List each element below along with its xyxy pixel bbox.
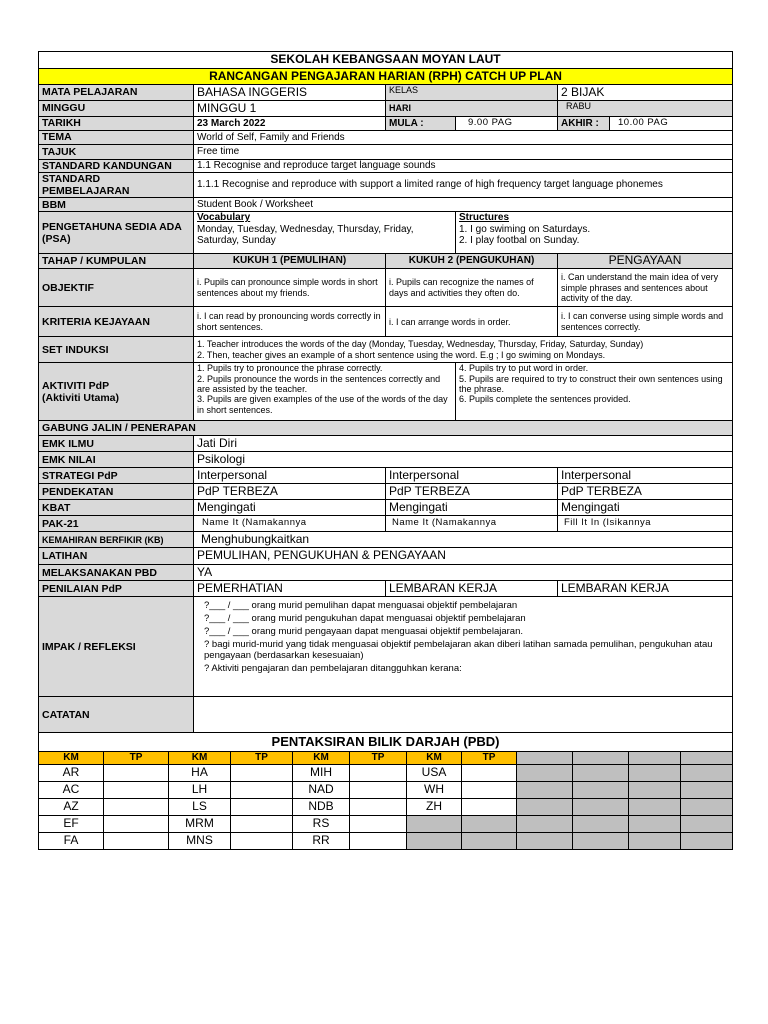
induction-line-2: 2. Then, teacher gives an example of a short sentence using the word. E.g ; I go swiming on Mondays. xyxy=(197,349,606,360)
pbd-cell[interactable] xyxy=(231,833,293,850)
date-value: 23 March 2022 xyxy=(194,117,386,131)
pbd-cell xyxy=(407,816,462,833)
pbd-cell: AZ xyxy=(39,799,104,816)
kb-value: Menghubungkaitkan xyxy=(194,532,733,548)
kb-label: KEMAHIRAN BERFIKIR (KB) xyxy=(39,532,194,548)
pbd-header-tp-1: TP xyxy=(104,752,169,765)
pak21-k3: Fill It In (Isikannya xyxy=(558,516,733,532)
pbd-cell: NDB xyxy=(293,799,350,816)
pak21-label: PAK-21 xyxy=(39,516,194,532)
pbd-cell[interactable] xyxy=(350,782,407,799)
pbd-blank-cell xyxy=(517,752,573,765)
pbd-blank-cell xyxy=(681,833,733,850)
pbd-cell[interactable] xyxy=(231,782,293,799)
week-value: MINGGU 1 xyxy=(194,101,386,117)
pbd-header-km-1: KM xyxy=(39,752,104,765)
level-k2-header: KUKUH 2 (PENGUKUHAN) xyxy=(386,254,558,269)
pbd-header-km-4: KM xyxy=(407,752,462,765)
pbd-row xyxy=(39,833,733,850)
learning-standard-label: STANDARD PEMBELAJARAN xyxy=(39,173,194,198)
end-label: AKHIR : xyxy=(558,117,610,131)
pbd-blank-cell xyxy=(573,752,629,765)
strategy-k3: Interpersonal xyxy=(558,468,733,484)
pbd-cell: MRM xyxy=(169,816,231,833)
pbd-header-tp-2: TP xyxy=(231,752,293,765)
pbd-row xyxy=(39,782,733,799)
bbm-value: Student Book / Worksheet xyxy=(194,198,733,212)
reflection-line-1: ?___ / ___ orang murid pemulihan dapat menguasai objektif pembelajaran xyxy=(204,600,518,612)
pbd-blank-cell xyxy=(573,799,629,816)
strategy-label: STRATEGI PdP xyxy=(39,468,194,484)
pbd-cell[interactable] xyxy=(104,782,169,799)
pbd-cell[interactable] xyxy=(350,816,407,833)
pbd-blank-cell xyxy=(573,782,629,799)
end-value: 10.00 PAG xyxy=(610,117,733,131)
lesson-plan-table xyxy=(38,51,733,733)
criteria-k1: i. I can read by pronouncing words correctly in short sentences. xyxy=(194,307,386,337)
theme-value: World of Self, Family and Friends xyxy=(194,131,733,145)
assessment-method-k2: LEMBARAN KERJA xyxy=(386,581,558,597)
pbd-cell: MNS xyxy=(169,833,231,850)
topic-value: Free time xyxy=(194,145,733,160)
objective-k2: i. Pupils can recognize the names of days and activities they often do. xyxy=(386,269,558,307)
activity-3: 3. Pupils are given examples of the use of the words of the day in short sentences. xyxy=(197,394,448,415)
criteria-label: KRITERIA KEJAYAAN xyxy=(39,307,194,337)
level-k1-header: KUKUH 1 (PEMULIHAN) xyxy=(194,254,386,269)
pbd-cell: EF xyxy=(39,816,104,833)
pbd-blank-cell xyxy=(681,782,733,799)
levels-label: TAHAP / KUMPULAN xyxy=(39,254,194,269)
start-label: MULA : xyxy=(386,117,456,131)
pbd-blank-cell xyxy=(681,799,733,816)
pbd-cell[interactable] xyxy=(231,799,293,816)
approach-k2: PdP TERBEZA xyxy=(386,484,558,500)
objective-label: OBJEKTIF xyxy=(39,269,194,307)
day-value: RABU xyxy=(558,101,733,117)
school-name: SEKOLAH KEBANGSAAN MOYAN LAUT xyxy=(39,52,733,69)
pak21-k2: Name It (Namakannya xyxy=(386,516,558,532)
pbd-cell: AC xyxy=(39,782,104,799)
pbd-cell: RS xyxy=(293,816,350,833)
kbat-k2: Mengingati xyxy=(386,500,558,516)
pbd-blank-cell xyxy=(681,752,733,765)
activity-4: 4. Pupils try to put word in order. xyxy=(459,363,589,374)
pbd-blank-cell xyxy=(629,752,681,765)
reflection-label: IMPAK / REFLEKSI xyxy=(39,597,194,697)
pbd-cell[interactable] xyxy=(462,782,517,799)
emk-ilmu-value: Jati Diri xyxy=(194,436,733,452)
induction-line-1: 1. Teacher introduces the words of the day (Monday, Tuesday, Wednesday, Thursday, Friday, Saturday, Sunday) xyxy=(197,339,644,350)
pak21-k1: Name It (Namakannya xyxy=(194,516,386,532)
pbd-blank-cell xyxy=(681,816,733,833)
pbd-value: YA xyxy=(194,565,733,581)
subject-value: BAHASA INGGERIS xyxy=(194,85,386,101)
content-standard-label: STANDARD KANDUNGAN xyxy=(39,160,194,173)
activity-2: 2. Pupils pronounce the words in the sentences correctly and are assisted by the teacher. xyxy=(197,373,441,394)
date-label: TARIKH xyxy=(39,117,194,131)
pbd-header-tp-4: TP xyxy=(462,752,517,765)
activity-label: AKTIVITI PdP xyxy=(42,379,110,392)
topic-label: TAJUK xyxy=(39,145,194,160)
approach-k1: PdP TERBEZA xyxy=(194,484,386,500)
notes-label: CATATAN xyxy=(39,697,194,733)
pbd-row xyxy=(39,816,733,833)
pbd-cell: RR xyxy=(293,833,350,850)
pbd-cell: HA xyxy=(169,765,231,782)
emk-ilmu-label: EMK ILMU xyxy=(39,436,194,452)
subject-label: MATA PELAJARAN xyxy=(39,85,194,101)
kbat-k3: Mengingati xyxy=(558,500,733,516)
day-label: HARI xyxy=(386,101,558,117)
pbd-header-km-3: KM xyxy=(293,752,350,765)
pbd-blank-cell xyxy=(517,833,573,850)
pbd-row xyxy=(39,799,733,816)
reflection-line-4: ? bagi murid-murid yang tidak menguasai objektif pembelajaran akan diberi latihan samada pemulihan, pengukuhan atau pengayaan (berdasarkan kesesuaian) xyxy=(204,639,713,662)
structures-title: Structures xyxy=(459,212,510,224)
pbd-blank-cell xyxy=(629,782,681,799)
activity-1: 1. Pupils try to pronounce the phrase correctly. xyxy=(197,363,383,374)
pbd-cell xyxy=(462,833,517,850)
pbd-cell: ZH xyxy=(407,799,462,816)
vocabulary-text: Monday, Tuesday, Wednesday, Thursday, Friday, Saturday, Sunday xyxy=(197,223,414,247)
pbd-cell[interactable] xyxy=(462,765,517,782)
criteria-k2: i. I can arrange words in order. xyxy=(386,307,558,337)
pbd-header-km-2: KM xyxy=(169,752,231,765)
pbd-blank-cell xyxy=(517,799,573,816)
pbd-blank-cell xyxy=(629,765,681,782)
pbd-cell[interactable] xyxy=(350,765,407,782)
integration-label: GABUNG JALIN / PENERAPAN xyxy=(39,421,733,436)
pbd-blank-cell xyxy=(573,816,629,833)
pbd-cell: LH xyxy=(169,782,231,799)
pbd-cell: LS xyxy=(169,799,231,816)
pbd-cell: MIH xyxy=(293,765,350,782)
pbd-cell[interactable] xyxy=(231,765,293,782)
level-k3-header: PENGAYAAN xyxy=(558,254,733,269)
assessment-method-k3: LEMBARAN KERJA xyxy=(558,581,733,597)
pbd-blank-cell xyxy=(517,816,573,833)
pbd-cell[interactable] xyxy=(104,799,169,816)
class-label: KELAS xyxy=(386,85,558,101)
pbd-label: MELAKSANAKAN PBD xyxy=(39,565,194,581)
class-value: 2 BIJAK xyxy=(558,85,733,101)
exercise-value: PEMULIHAN, PENGUKUHAN & PENGAYAAN xyxy=(194,548,733,565)
strategy-k1: Interpersonal xyxy=(194,468,386,484)
vocabulary-title: Vocabulary xyxy=(197,212,251,224)
pbd-blank-cell xyxy=(629,799,681,816)
emk-nilai-label: EMK NILAI xyxy=(39,452,194,468)
assessment-method-k1: PEMERHATIAN xyxy=(194,581,386,597)
psa-label: PENGETAHUNA SEDIA ADA (PSA) xyxy=(39,212,194,254)
reflection-line-3: ?___ / ___ orang murid pengayaan dapat menguasai objektif pembelajaran. xyxy=(204,626,524,638)
kbat-label: KBAT xyxy=(39,500,194,516)
pbd-blank-cell xyxy=(573,833,629,850)
approach-label: PENDEKATAN xyxy=(39,484,194,500)
pbd-cell[interactable] xyxy=(462,799,517,816)
learning-standard-value: 1.1.1 Recognise and reproduce with support a limited range of high frequency target language phonemes xyxy=(194,173,733,198)
pbd-title: PENTAKSIRAN BILIK DARJAH (PBD) xyxy=(39,733,733,752)
notes-field[interactable] xyxy=(194,697,733,733)
reflection-line-5: ? Aktiviti pengajaran dan pembelajaran ditangguhkan kerana: xyxy=(204,663,462,675)
pbd-blank-cell xyxy=(629,833,681,850)
induction-label: SET INDUKSI xyxy=(39,337,194,363)
assessment-method-label: PENILAIAN PdP xyxy=(39,581,194,597)
activity-5: 5. Pupils are required to try to construct their own sentences using the phrase. xyxy=(459,373,723,394)
content-standard-value: 1.1 Recognise and reproduce target language sounds xyxy=(194,160,733,173)
objective-k1: i. Pupils can pronounce simple words in short sentences about my friends. xyxy=(194,269,386,307)
theme-label: TEMA xyxy=(39,131,194,145)
objective-k3: i. Can understand the main idea of very simple phrases and sentences about activity of the day. xyxy=(558,269,733,307)
criteria-k3: i. I can converse using simple words and sentences correctly. xyxy=(558,307,733,337)
pbd-blank-cell xyxy=(681,765,733,782)
pbd-cell: FA xyxy=(39,833,104,850)
pbd-table xyxy=(38,733,733,850)
pbd-cell[interactable] xyxy=(350,833,407,850)
emk-nilai-value: Psikologi xyxy=(194,452,733,468)
pbd-cell[interactable] xyxy=(104,765,169,782)
pbd-header-tp-3: TP xyxy=(350,752,407,765)
start-value: 9.00 PAG xyxy=(456,117,558,131)
pbd-cell: AR xyxy=(39,765,104,782)
pbd-cell[interactable] xyxy=(231,816,293,833)
kbat-k1: Mengingati xyxy=(194,500,386,516)
pbd-blank-cell xyxy=(629,816,681,833)
pbd-cell xyxy=(407,833,462,850)
pbd-cell[interactable] xyxy=(104,833,169,850)
pbd-blank-cell xyxy=(573,765,629,782)
pbd-cell: USA xyxy=(407,765,462,782)
reflection-line-2: ?___ / ___ orang murid pengukuhan dapat menguasai objektif pembelajaran xyxy=(204,613,526,625)
pbd-blank-cell xyxy=(517,782,573,799)
pbd-cell[interactable] xyxy=(350,799,407,816)
plan-title: RANCANGAN PENGAJARAN HARIAN (RPH) CATCH UP PLAN xyxy=(39,69,733,85)
bbm-label: BBM xyxy=(39,198,194,212)
approach-k3: PdP TERBEZA xyxy=(558,484,733,500)
strategy-k2: Interpersonal xyxy=(386,468,558,484)
pbd-cell: NAD xyxy=(293,782,350,799)
lesson-plan-document xyxy=(38,51,732,850)
activity-6: 6. Pupils complete the sentences provided. xyxy=(459,394,631,405)
pbd-cell: WH xyxy=(407,782,462,799)
pbd-cell[interactable] xyxy=(104,816,169,833)
activity-sublabel: (Aktiviti Utama) xyxy=(42,391,120,404)
pbd-cell xyxy=(462,816,517,833)
week-label: MINGGU xyxy=(39,101,194,117)
pbd-row xyxy=(39,765,733,782)
exercise-label: LATIHAN xyxy=(39,548,194,565)
pbd-blank-cell xyxy=(517,765,573,782)
structure-1: 1. I go swiming on Saturdays. xyxy=(459,223,591,235)
structure-2: 2. I play footbal on Sunday. xyxy=(459,235,580,247)
